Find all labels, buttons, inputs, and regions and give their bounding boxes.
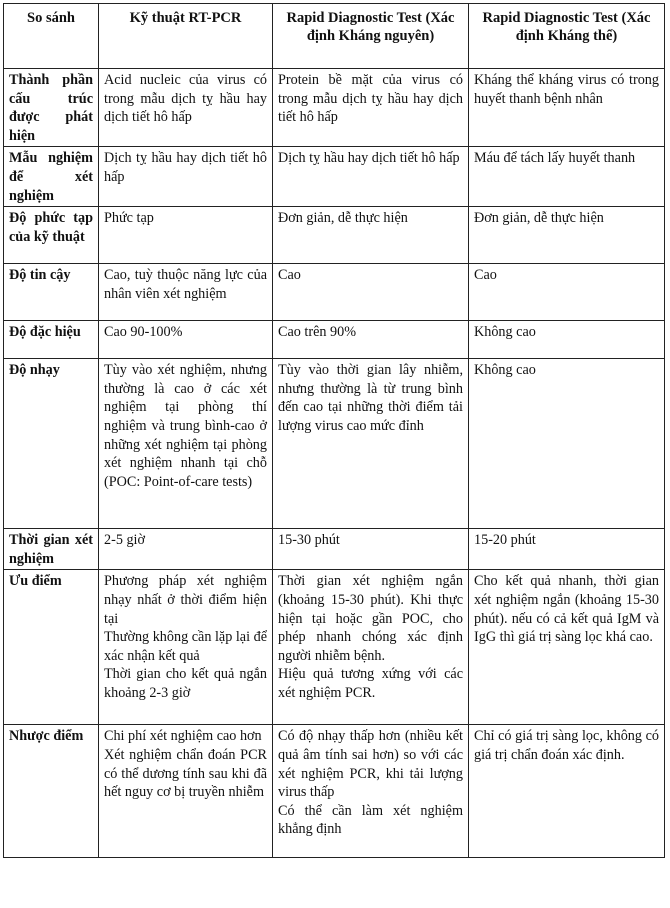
table-row bbox=[4, 147, 665, 207]
table-row bbox=[4, 207, 665, 264]
table-row bbox=[4, 69, 665, 147]
disadvantage-item: Có độ nhạy thấp hơn (nhiều kết quả âm tính sai hơn) so với các xét nghiệm PCR, khi tải lượng virus thấp bbox=[278, 728, 463, 801]
cell-rt-pcr bbox=[99, 570, 273, 725]
cell-antigen: Protein bề mặt của virus có trong mẫu dịch tỵ hầu hay dịch tiết hô hấp bbox=[273, 69, 469, 147]
table-row bbox=[4, 321, 665, 359]
table-row bbox=[4, 359, 665, 529]
cell-antigen: Cao trên 90% bbox=[273, 321, 469, 359]
header-antigen-test: Rapid Diagnostic Test (Xác định Kháng nguyên) bbox=[273, 4, 469, 69]
cell-antigen: Cao bbox=[273, 264, 469, 321]
row-label: Độ nhạy bbox=[4, 359, 99, 529]
disadvantage-item: Có thể cần làm xét nghiệm khẳng định bbox=[278, 802, 463, 838]
cell-antibody bbox=[469, 570, 665, 725]
cell-antibody: 15-20 phút bbox=[469, 529, 665, 570]
cell-antigen bbox=[273, 570, 469, 725]
cell-antibody: Không cao bbox=[469, 359, 665, 529]
cell-rt-pcr bbox=[99, 725, 273, 858]
header-row bbox=[4, 4, 665, 69]
disadvantage-item: Xét nghiệm chẩn đoán PCR có thể dương tính sau khi đã hết nguy cơ bị truyền nhiễm bbox=[104, 746, 267, 801]
advantage-item: Thời gian xét nghiệm ngắn (khoảng 15-30 phút). Khi thực hiện tại hoặc gần POC, cho phép nhanh chóng xác định người nhiễm bệnh. bbox=[278, 573, 463, 664]
disadvantage-item: Chỉ có giá trị sàng lọc, không có giá trị chẩn đoán xác định. bbox=[474, 728, 659, 763]
cell-antigen: 15-30 phút bbox=[273, 529, 469, 570]
cell-antigen bbox=[273, 725, 469, 858]
table-row bbox=[4, 264, 665, 321]
row-label: Nhược điểm bbox=[4, 725, 99, 858]
advantage-item: Cho kết quả nhanh, thời gian xét nghiệm ngắn (khoảng 15-30 phút). nếu có cả kết quả IgM và IgG thì giá trị sàng lọc khá cao. bbox=[474, 573, 659, 646]
cell-antigen: Dịch tỵ hầu hay dịch tiết hô hấp bbox=[273, 147, 469, 207]
row-label: Độ đặc hiệu bbox=[4, 321, 99, 359]
comparison-table bbox=[3, 3, 665, 858]
row-label: Mẫu nghiệm để xét nghiệm bbox=[4, 147, 99, 207]
cell-rt-pcr: Phức tạp bbox=[99, 207, 273, 264]
cell-rt-pcr: Cao 90-100% bbox=[99, 321, 273, 359]
row-label: Ưu điểm bbox=[4, 570, 99, 725]
cell-antibody: Kháng thể kháng virus có trong huyết thanh bệnh nhân bbox=[469, 69, 665, 147]
header-antibody-test: Rapid Diagnostic Test (Xác định Kháng thể) bbox=[469, 4, 665, 69]
cell-rt-pcr: Acid nucleic của virus có trong mẫu dịch tỵ hầu hay dịch tiết hô hấp bbox=[99, 69, 273, 147]
cell-rt-pcr: Tùy vào xét nghiệm, nhưng thường là cao ở các xét nghiệm tại phòng thí nghiệm và trung bình-cao ở những xét nghiệm tại phòng xét nghiệm nhanh tại chỗ (POC: Point-of-care tests) bbox=[99, 359, 273, 529]
table-row-advantages bbox=[4, 570, 665, 725]
advantage-item: Thường không cần lặp lại để xác nhận kết quả bbox=[104, 629, 267, 664]
row-label: Độ phức tạp của kỹ thuật bbox=[4, 207, 99, 264]
header-rt-pcr: Kỹ thuật RT-PCR bbox=[99, 4, 273, 69]
cell-antibody: Cao bbox=[469, 264, 665, 321]
cell-antigen: Tùy vào thời gian lây nhiễm, nhưng thường là từ trung bình đến cao tại những thời điểm tải lượng virus cao mức đỉnh bbox=[273, 359, 469, 529]
cell-antibody bbox=[469, 725, 665, 858]
row-label: Độ tin cậy bbox=[4, 264, 99, 321]
row-label: Thành phần cấu trúc được phát hiện bbox=[4, 69, 99, 147]
advantage-item: Phương pháp xét nghiệm nhạy nhất ở thời điểm hiện tại bbox=[104, 573, 267, 627]
advantage-item: Hiệu quả tương xứng với các xét nghiệm PCR. bbox=[278, 666, 463, 701]
cell-antibody: Máu để tách lấy huyết thanh bbox=[469, 147, 665, 207]
cell-rt-pcr: Dịch tỵ hầu hay dịch tiết hô hấp bbox=[99, 147, 273, 207]
advantage-item: Thời gian cho kết quả ngắn khoảng 2-3 giờ bbox=[104, 666, 267, 701]
cell-rt-pcr: 2-5 giờ bbox=[99, 529, 273, 570]
cell-antibody: Không cao bbox=[469, 321, 665, 359]
cell-rt-pcr: Cao, tuỳ thuộc năng lực của nhân viên xét nghiệm bbox=[99, 264, 273, 321]
header-compare: So sánh bbox=[4, 4, 99, 69]
row-label: Thời gian xét nghiệm bbox=[4, 529, 99, 570]
disadvantage-item: Chi phí xét nghiệm cao hơn bbox=[104, 728, 262, 745]
cell-antibody: Đơn giản, dễ thực hiện bbox=[469, 207, 665, 264]
cell-antigen: Đơn giản, dễ thực hiện bbox=[273, 207, 469, 264]
table-row-disadvantages bbox=[4, 725, 665, 858]
table-row bbox=[4, 529, 665, 570]
